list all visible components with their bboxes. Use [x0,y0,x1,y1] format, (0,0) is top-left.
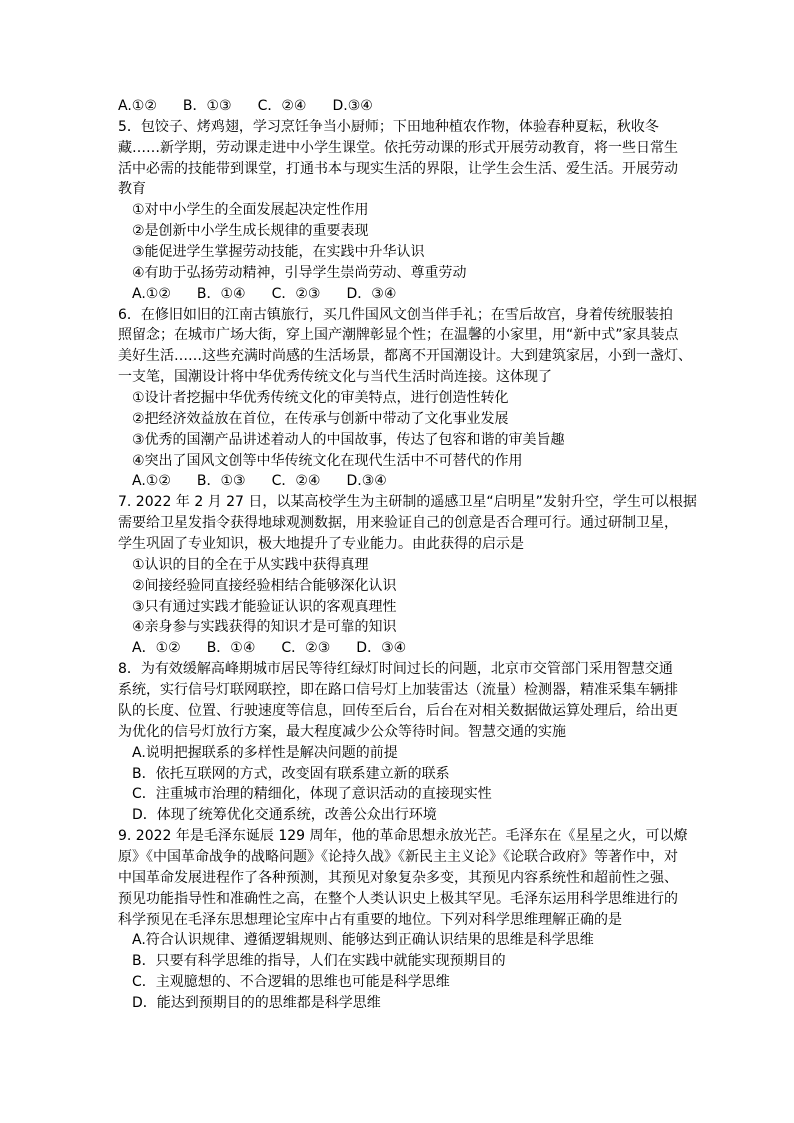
question-option: ②间接经验同直接经验相结合能够深化认识 [132,577,397,594]
question-stem-line: 6．在修旧如旧的江南古镇旅行，买几件国风文创当伴手礼；在雪后故宫，身着传统服装拍 [118,306,673,323]
question-block [118,117,688,305]
question-stem-line: 原》《中国革命战争的战略问题》《论持久战》《新民主主义论》《论联合政府》等著作中，对 [118,848,678,865]
exam-page [118,96,697,1014]
answer-choice: D.③④ [332,98,373,114]
question-option: B．依托互联网的方式，改变固有联系建立新的联系 [132,765,450,782]
question-option: ①认识的目的全在于从实践中获得真理 [132,556,369,573]
question-stem-line: 中国革命发展进程作了各种预测，其预见对象复杂多变，其预见内容系统性和超前性之强、 [118,869,678,886]
question-stem-line: 系统，实行信号灯联网联控，即在路口信号灯上加装雷达（流量）检测器，精准采集车辆排 [118,682,678,699]
question-block [118,492,697,659]
question-stem-line: 一支笔，国潮设计将中华优秀传统文化与当代生活时尚连接。这体现了 [118,369,552,386]
question-stem-line: 9. 2022 年是毛泽东诞辰 129 周年，他的革命思想永放光芒。毛泽东在《星星之火，可以燎 [118,828,688,845]
answer-choice: C．②③ [271,285,321,302]
question-option: ①对中小学生的全面发展起决定性作用 [132,202,369,219]
answer-choice: B．①④ [196,285,246,302]
question-stem-line: 教育 [118,181,146,198]
answer-choices [118,284,688,305]
answer-choice: C．②④ [257,98,307,114]
answer-choice: C．②③ [281,640,331,657]
question-option: ②是创新中小学生成长规律的重要表现 [132,223,369,240]
question-option: ③只有通过实践才能验证认识的客观真理性 [132,598,397,615]
question-block [118,305,692,493]
question-stem-line: 预见功能指导性和准确性之高，在整个人类认识史上极其罕见。毛泽东运用科学思维进行的 [118,890,678,907]
question-option: A.符合认识规律、遵循逻辑规则、能够达到正确认识结果的思维是科学思维 [132,932,594,949]
answer-choice: B．①④ [206,640,256,657]
question-block [118,826,688,1014]
question-stem-line: 7. 2022 年 2 月 27 日，以某高校学生为主研制的遥感卫星“启明星”发射升空，学生可以根据 [118,494,697,511]
question-option: ②把经济效益放在首位，在传承与创新中带动了文化事业发展 [132,410,509,427]
answer-choice: D．③④ [356,640,407,657]
answer-choice: A.①② [118,98,157,114]
question-stem-line: 照留念；在城市广场大街，穿上国产潮牌彰显个性；在温馨的小家里，用“新中式”家具装点 [118,327,679,344]
question-option: D．体现了统筹优化交通系统，改善公众出行环境 [132,807,437,824]
answer-choices [118,96,688,117]
question-option: C．注重城市治理的精细化，体现了意识活动的直接现实性 [132,786,492,803]
question-option: C．主观臆想的、不合逻辑的思维也可能是科学思维 [132,974,450,991]
answer-choice: B．①③ [196,473,246,490]
answer-choice: B．①③ [182,98,232,114]
question-stem-line: 藏……新学期，劳动课走进中小学生课堂。依托劳动课的形式开展劳动教育，将一些日常生 [118,139,678,156]
question-stem-line: 为优化的信号灯放行方案，最大程度减少公众等待时间。智慧交通的实施 [118,723,566,740]
question-stem-line: 需要给卫星发指令获得地球观测数据，用来验证自己的创意是否合理可行。通过研制卫星， [118,515,678,532]
question-option: D．能达到预期目的的思维都是科学思维 [132,994,381,1011]
answer-choice: A．①② [132,640,181,657]
answer-choice: C．②④ [271,473,321,490]
answer-choice: A.①② [132,473,171,490]
question-stem-line: 队的长度、位置、行驶速度等信息，回传至后台，后台在对相关数据做运算处理后，给出更 [118,702,678,719]
question-option: ①设计者挖掘中华优秀传统文化的审美特点，进行创造性转化 [132,390,509,407]
question-stem-line: 美好生活……这些充满时尚感的生活场景，都离不开国潮设计。大到建筑家居，小到一盏灯、 [118,348,692,365]
answer-choices [118,638,688,659]
question-option: ③优秀的国潮产品讲述着动人的中国故事，传达了包容和谐的审美旨趣 [132,431,565,448]
answer-choices [118,471,688,492]
question-option: ④亲身参与实践获得的知识才是可靠的知识 [132,619,397,636]
question-stem-line: 8．为有效缓解高峰期城市居民等待红绿灯时间过长的问题，北京市交管部门采用智慧交通 [118,661,673,678]
question-block [118,659,688,826]
question-option: ③能促进学生掌握劳动技能，在实践中升华认识 [132,244,425,261]
answer-choice: A.①② [132,285,171,302]
question-stem-line: 科学预见在毛泽东思想理论宝库中占有重要的地位。下列对科学思维理解正确的是 [118,911,622,928]
answer-choice: D．③④ [346,285,397,302]
question-option: B．只要有科学思维的指导，人们在实践中就能实现预期目的 [132,953,506,970]
answer-choice: D.③④ [346,473,387,490]
question-option: ④突出了国风文创等中华传统文化在现代生活中不可替代的作用 [132,452,523,469]
question-option: A.说明把握联系的多样性是解决问题的前提 [132,744,398,761]
question-stem-line: 活中必需的技能带到课堂，打通书本与现实生活的界限，让学生会生活、爱生活。开展劳动 [118,160,678,177]
question-stem-line: 5．包饺子、烤鸡翅，学习烹饪争当小厨师；下田地种植农作物，体验春种夏耘，秋收冬 [118,118,659,135]
question-option: ④有助于弘扬劳动精神，引导学生崇尚劳动、尊重劳动 [132,264,467,281]
question-stem-line: 学生巩固了专业知识，极大地提升了专业能力。由此获得的启示是 [118,536,524,553]
